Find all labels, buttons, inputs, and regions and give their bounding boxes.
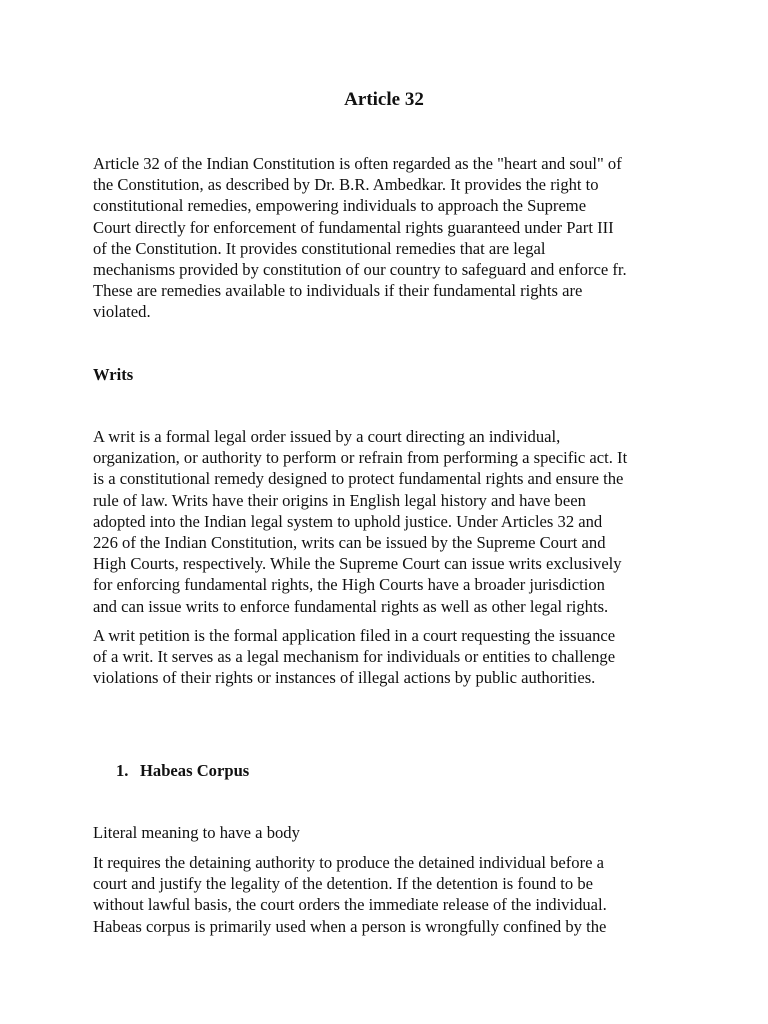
writs-paragraph-2 (93, 625, 683, 689)
paragraph-line: A writ is a formal legal order issued by a court directing an individual, (93, 427, 561, 446)
paragraph-line: A writ petition is the formal application filed in a court requesting the issuance (93, 626, 616, 645)
list-item-title: Habeas Corpus (140, 761, 250, 780)
paragraph-line: mechanisms provided by constitution of our country to safeguard and enforce fr. (93, 260, 627, 280)
paragraph-line: constitutional remedies, empowering individuals to approach the Supreme (93, 196, 587, 216)
paragraph-line: It requires the detaining authority to produce the detained individual before a (93, 853, 605, 872)
habeas-meaning (93, 822, 683, 843)
paragraph-line: is a constitutional remedy designed to protect fundamental rights and ensure the (93, 469, 624, 489)
paragraph-line: of a writ. It serves as a legal mechanism for individuals or entities to challenge (93, 647, 616, 667)
paragraph-line: organization, or authority to perform or refrain from performing a specific act. It (93, 448, 628, 468)
paragraph-line: Literal meaning to have a body (93, 823, 300, 842)
paragraph-line: violations of their rights or instances of illegal actions by public authorities. (93, 668, 596, 688)
paragraph-line: of the Constitution. It provides constitutional remedies that are legal (93, 238, 546, 258)
paragraph-line: 226 of the Indian Constitution, writs can be issued by the Supreme Court and (93, 533, 606, 553)
paragraph-line: and can issue writs to enforce fundamental rights as well as other legal rights. (93, 596, 609, 616)
list-item-number: 1. (116, 761, 129, 780)
paragraph-line: without lawful basis, the court orders the immediate release of the individual. (93, 895, 607, 915)
paragraph-line: adopted into the Indian legal system to uphold justice. Under Articles 32 and (93, 511, 603, 531)
paragraph-line: court and justify the legality of the detention. If the detention is found to be (93, 874, 593, 894)
intro-paragraph (93, 153, 683, 323)
paragraph-line: High Courts, respectively. While the Supreme Court can issue writs exclusively (93, 554, 622, 574)
paragraph-line: Habeas corpus is primarily used when a person is wrongfully confined by the (93, 916, 607, 936)
writs-heading: Writs (93, 365, 134, 384)
paragraph-line: rule of law. Writs have their origins in English legal history and have been (93, 490, 586, 510)
writs-paragraph-1 (93, 426, 683, 617)
page-title: Article 32 (344, 89, 424, 110)
paragraph-line: for enforcing fundamental rights, the High Courts have a broader jurisdiction (93, 575, 605, 595)
paragraph-line: Article 32 of the Indian Constitution is often regarded as the "heart and soul" of (93, 154, 622, 173)
paragraph-line: These are remedies available to individuals if their fundamental rights are (93, 281, 583, 301)
paragraph-line: violated. (93, 302, 151, 322)
paragraph-line: Court directly for enforcement of fundamental rights guaranteed under Part III (93, 217, 614, 237)
paragraph-line: the Constitution, as described by Dr. B.R. Ambedkar. It provides the right to (93, 175, 599, 195)
list-item-habeas-corpus (116, 760, 249, 781)
habeas-paragraph (93, 852, 683, 937)
